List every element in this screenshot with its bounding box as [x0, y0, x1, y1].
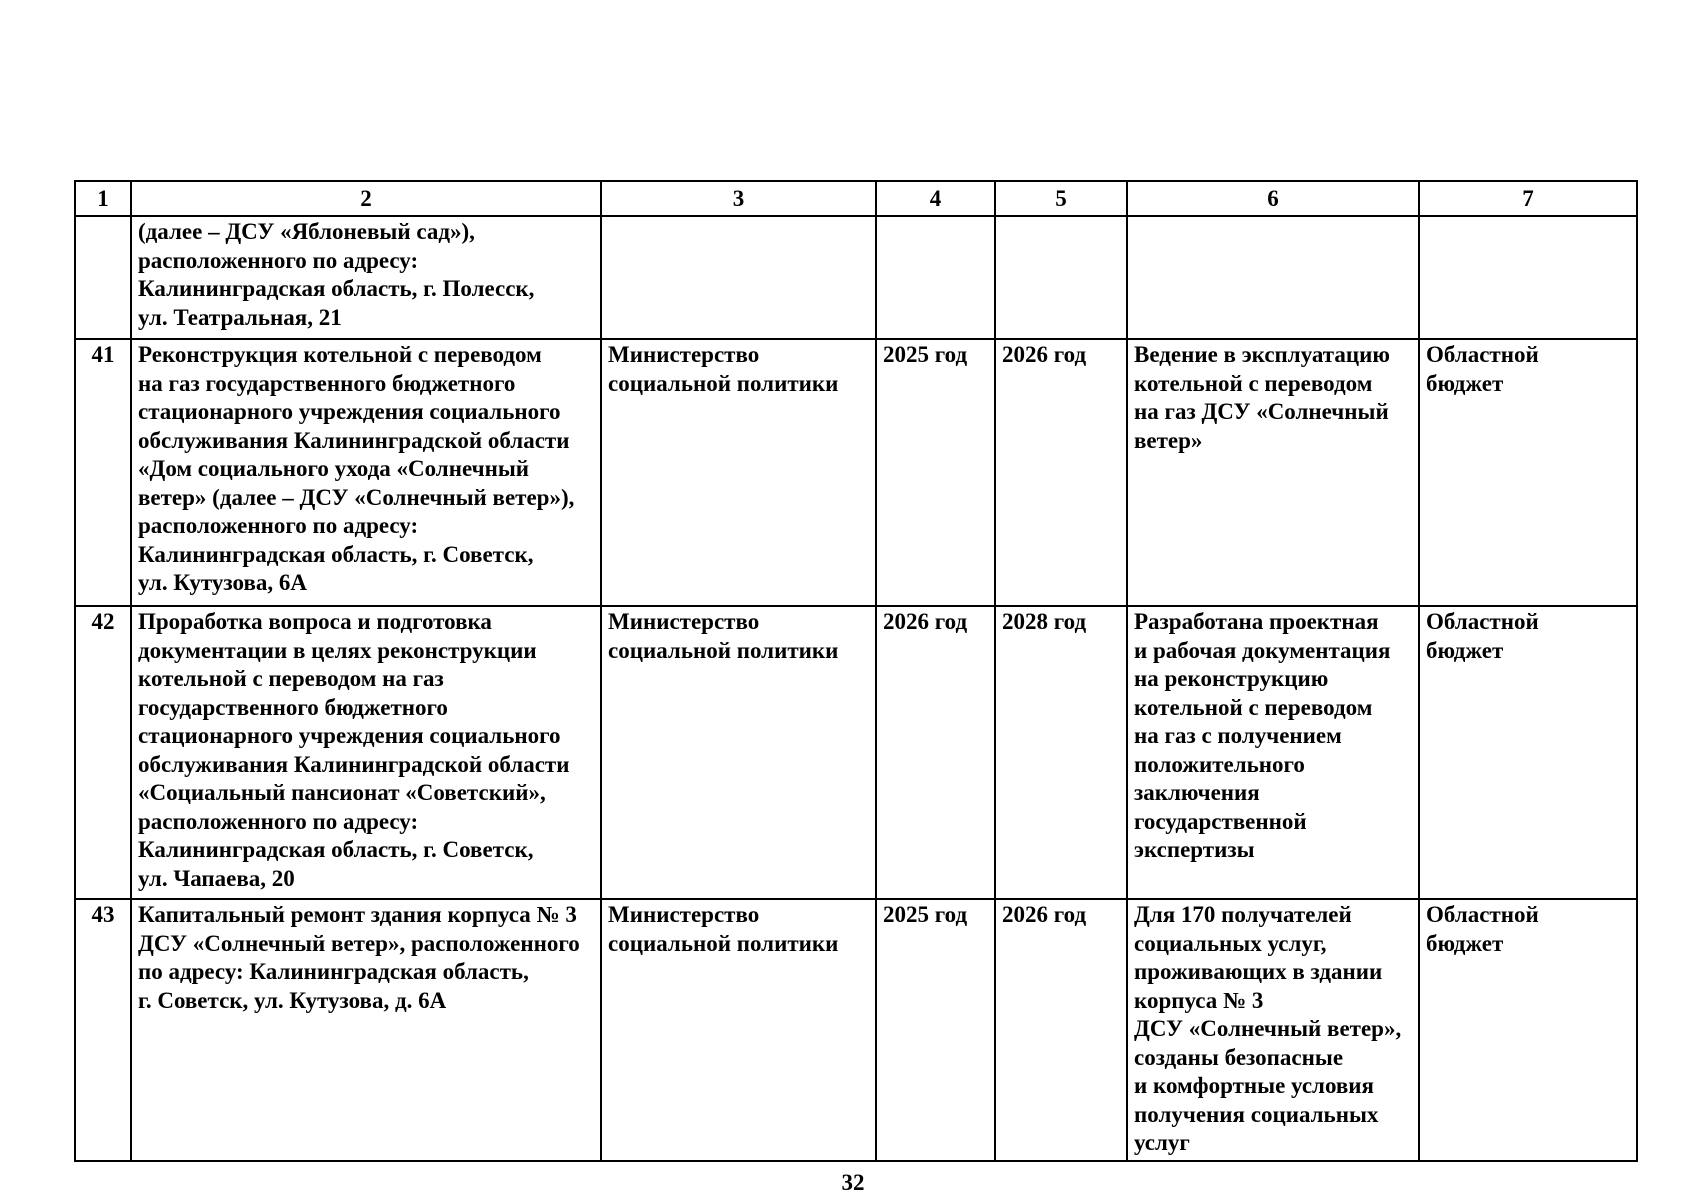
row-number: 41 — [75, 339, 131, 606]
end-year: 2026 год — [995, 339, 1127, 606]
end-year — [995, 216, 1127, 339]
start-year — [876, 216, 995, 339]
column-header-6: 6 — [1127, 181, 1419, 216]
funding-source — [1419, 216, 1637, 339]
start-year: 2026 год — [876, 606, 995, 899]
page-number: 32 — [841, 1170, 865, 1195]
column-header-7: 7 — [1419, 181, 1637, 216]
table-row — [75, 339, 1637, 606]
start-year: 2025 год — [876, 899, 995, 1161]
expected-result — [1127, 216, 1419, 339]
table-row — [75, 899, 1637, 1161]
executor — [601, 216, 876, 339]
executor: Министерство социальной политики — [601, 339, 876, 606]
measure-description: Проработка вопроса и подготовка документации в целях реконструкции котельной с переводом на газ государственного бюджетного стационарного учреждения социального обслуживания Калининградской области «Социальный пансионат «Советский», расположенного по адресу: Калининградская область, г. Советск, ул. Чапаева, 20 — [131, 606, 601, 899]
table-header-row — [75, 181, 1637, 216]
column-header-4: 4 — [876, 181, 995, 216]
measure-description: Реконструкция котельной с переводом на газ государственного бюджетного стационарного учреждения социального обслуживания Калининградской области «Дом социального ухода «Солнечный ветер» (далее – ДСУ «Солнечный ветер»), расположенного по адресу: Калининградская область, г. Советск, ул. Кутузова, 6А — [131, 339, 601, 606]
row-number: 43 — [75, 899, 131, 1161]
expected-result: Ведение в эксплуатацию котельной с переводом на газ ДСУ «Солнечный ветер» — [1127, 339, 1419, 606]
row-number — [75, 216, 131, 339]
document-sheet — [74, 180, 1636, 1162]
measures-table — [74, 180, 1638, 1162]
table-row — [75, 216, 1637, 339]
end-year: 2028 год — [995, 606, 1127, 899]
measure-description: Капитальный ремонт здания корпуса № 3 ДСУ «Солнечный ветер», расположенного по адресу: Калининградская область, г. Советск, ул. Кутузова, д. 6А — [131, 899, 601, 1161]
column-header-2: 2 — [131, 181, 601, 216]
column-header-3: 3 — [601, 181, 876, 216]
executor: Министерство социальной политики — [601, 606, 876, 899]
funding-source: Областной бюджет — [1419, 606, 1637, 899]
measure-description: (далее – ДСУ «Яблоневый сад»), расположенного по адресу: Калининградская область, г. Полесск, ул. Театральная, 21 — [131, 216, 601, 339]
funding-source: Областной бюджет — [1419, 899, 1637, 1161]
funding-source: Областной бюджет — [1419, 339, 1637, 606]
executor: Министерство социальной политики — [601, 899, 876, 1161]
expected-result: Для 170 получателей социальных услуг, проживающих в здании корпуса № 3 ДСУ «Солнечный ветер», созданы безопасные и комфортные условия получения социальных услуг — [1127, 899, 1419, 1161]
start-year: 2025 год — [876, 339, 995, 606]
column-header-5: 5 — [995, 181, 1127, 216]
end-year: 2026 год — [995, 899, 1127, 1161]
expected-result: Разработана проектная и рабочая документация на реконструкцию котельной с переводом на газ с получением положительного заключения государственной экспертизы — [1127, 606, 1419, 899]
column-header-1: 1 — [75, 181, 131, 216]
row-number: 42 — [75, 606, 131, 899]
table-row — [75, 606, 1637, 899]
